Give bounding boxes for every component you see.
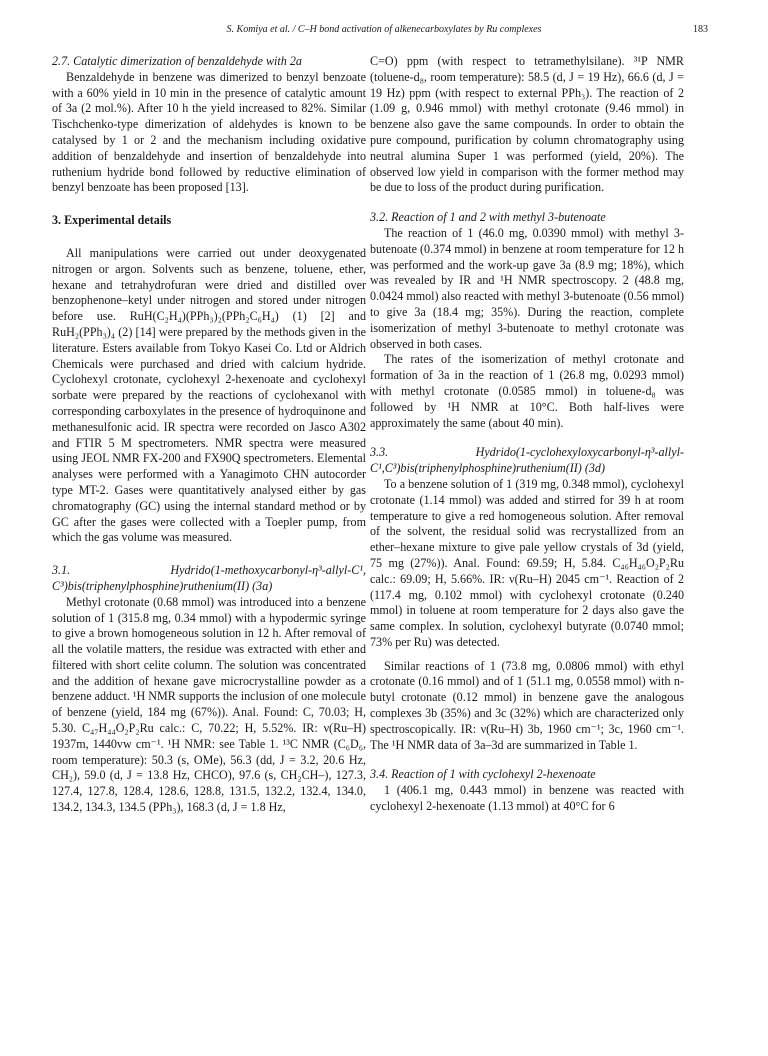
paragraph-3-3-b: Similar reactions of 1 (73.8 mg, 0.0806 mmol) with ethyl crotonate (0.16 mmol) and of 1 (51.1 mg, 0.0558 mmol) with n-butyl crotonate (0.12 mmol) in benzene gave the analogous complexes 3b (35%) and 3c (32%) which are characterized only spectroscopically. IR: ν(Ru–H) 3b, 1960 cm⁻¹; 3c, 1960 cm⁻¹. The ¹H NMR data of 3a–3d are summarized in Table 1.: [370, 658, 684, 752]
running-title: S. Komiya et al. / C–H bond activation of alkenecarboxylates by Ru complexes: [226, 24, 542, 35]
running-head: [60, 24, 708, 40]
paragraph-3-1: Methyl crotonate (0.68 mmol) was introduced into a benzene solution of 1 (315.8 mg, 0.34 mmol) with a hypodermic syringe to give a brown homogeneous solution in 12 h. After removal of all the volatile matters, the residue was extracted with ether and filtered with short celite column. The solution was concentrated and the addition of hexane gave microcrystalline powder as a benzene adduct. ¹H NMR supports the inclusion of one molecule of benzene (yield, 184 mg (67%)). Anal. Found: C, 70.03; H, 5.30. C₄₇H₄₄O₂P₂Ru calc.: C, 70.22; H, 5.52%. IR: ν(Ru–H) 1937m, 1440vw cm⁻¹. ¹H NMR: see Table 1. ¹³C NMR (C₆D₆, room temperature): 50.3 (s, OMe), 56.3 (dd, J = 3.2, 20.6 Hz, CH₂), 59.0 (d, J = 13.8 Hz, CHCO), 97.6 (s, CH₂CH–), 127.3, 127.4, 127.8, 128.4, 128.6, 128.8, 131.5, 132.2, 132.4, 134.0, 134.2, 134.3, 134.5 (PPh₃), 168.3 (d, J = 1.8 Hz,: [52, 594, 366, 815]
section-heading-2-7: 2.7. Catalytic dimerization of benzaldehyde with 2a: [52, 54, 302, 68]
page-number: 183: [693, 24, 708, 35]
paragraph-experimental: All manipulations were carried out under deoxygenated nitrogen or argon. Solvents such as benzene, toluene, ether, hexane and tetrahydrofuran were dried and distilled over benzophenone–ketyl under nitrogen and stored under nitrogen before use. RuH(C₂H₄)(PPh₃)₂(PPh₂C₆H₄) (1) [2] and RuH₂(PPh₃)₄ (2) [14] were prepared by the methods given in the literature. Esters available from Tokyo Kasei Co. Ltd or Aldrich Chemicals were purchased and dried with calcium hydride. Cyclohexyl crotonate, cyclohexyl 2-hexenoate and cyclohexyl sorbate were prepared by the reactions of cyclohexanol with corresponding carboxylates in the presence of hydroquinone and methanesulfonic acid. IR spectra were recorded on Jasco A302 and FTIR 5 M spectrometers. NMR spectra were measured using JEOL NMR FX-200 and FX90Q spectrometers. Elemental analyses were performed with a Yanagimoto CHN autocorder type MT-2. Gases were quantitatively analysed either by gas chromatography (GC) using the internal standard method or by GC after the gases were collected with a Toepler pump, from which the gas volume was measured.: [52, 245, 366, 545]
paragraph-3-2-a: The reaction of 1 (46.0 mg, 0.0390 mmol) with methyl 3-butenoate (0.374 mmol) in benzene at room temperature for 12 h was performed and the work-up gave 3a (8.9 mg; 18%), which was revealed by IR and ¹H NMR spectroscopy. 2 (48.8 mg, 0.0424 mmol) also reacted with methyl 3-butenoate (0.56 mmol) to give 3a (18.4 mg; 35%). During the reaction, complete isomerization of methyl 3-butenoate to methyl crotonate was observed in both cases.: [370, 225, 684, 351]
paragraph-3-1-continued: C=O) ppm (with respect to tetramethylsilane). ³¹P NMR (toluene-d₈, room temperature): 58.5 (d, J = 19 Hz), 66.6 (d, J = 19 Hz) ppm (with respect to external PPh₃). The reaction of 2 (1.09 g, 0.946 mmol) with methyl crotonate (9.46 mmol) in benzene also gave the same compounds. In order to obtain the pure compound, purification by column chromatography using neutral alumina Super 1 was performed (yield, 20%). The observed low yield in comparison with the former method may be due to loss of the product during purification.: [370, 54, 684, 195]
section-heading-3: 3. Experimental details: [52, 213, 172, 228]
section-heading-3-3: 3.3. Hydrido(1-cyclohexyloxycarbonyl-η³-allyl-C¹,C³)bis(triphenylphosphine)ruthenium(II) (3d): [370, 445, 684, 476]
left-column: [52, 54, 366, 816]
right-column: [370, 54, 684, 815]
paragraph-3-2-b: The rates of the isomerization of methyl crotonate and formation of 3a in the reaction of 1 (26.8 mg, 0.0293 mmol) with methyl crotonate (0.0585 mmol) in toluene-d₈ was followed by ¹H NMR at 10°C. Both half-lives were approximately the same (about 40 min).: [370, 352, 684, 430]
section-heading-3-1: 3.1. Hydrido(1-methoxycarbonyl-η³-allyl-C¹, C³)bis(triphenylphosphine)ruthenium(II) (3a): [52, 563, 366, 593]
section-heading-3-2: 3.2. Reaction of 1 and 2 with methyl 3-butenoate: [370, 210, 606, 225]
paragraph-3-3-a: To a benzene solution of 1 (319 mg, 0.348 mmol), cyclohexyl crotonate (1.14 mmol) was added and stirred for 39 h at room temperature to give a red homogeneous solution. After removal of the solvent, the residual solid was recrystallized from an ether–hexane mixture to give pale yellow crystals of 3d (yield, 75 mg (27%)). Anal. Found: 69.59; H, 5.84. C₄₆H₄₆O₂P₂Ru calc.: 69.09; H, 5.66%. IR: ν(Ru–H) 2045 cm⁻¹. Reaction of 2 (117.4 mg, 0.102 mmol) with cyclohexyl crotonate (0.240 mmol) in toluene at room temperature for 2 days also gave the same complex. In solution, cyclohexyl butyrate (0.0740 mmol; 73% per Ru) was detected.: [370, 476, 684, 649]
section-heading-3-4: 3.4. Reaction of 1 with cyclohexyl 2-hexenoate: [370, 767, 596, 782]
paragraph-2-7: Benzaldehyde in benzene was dimerized to benzyl benzoate with a 60% yield in 10 min in the presence of catalytic amount of 3a (2 mol.%). After 10 h the yield increased to 82%. Similar Tischchenko-type dimerization of aldehydes is known to be catalysed by 1 or 2 and the mechanism including oxidative addition of benzaldehyde and insertion of benzaldehyde into ruthenium hydride bond followed by reductive elimination of benzyl benzoate has been proposed [13].: [52, 69, 366, 195]
paragraph-3-4: 1 (406.1 mg, 0.443 mmol) in benzene was reacted with cyclohexyl 2-hexenoate (1.13 mmol) at 40°C for 6: [370, 783, 684, 814]
